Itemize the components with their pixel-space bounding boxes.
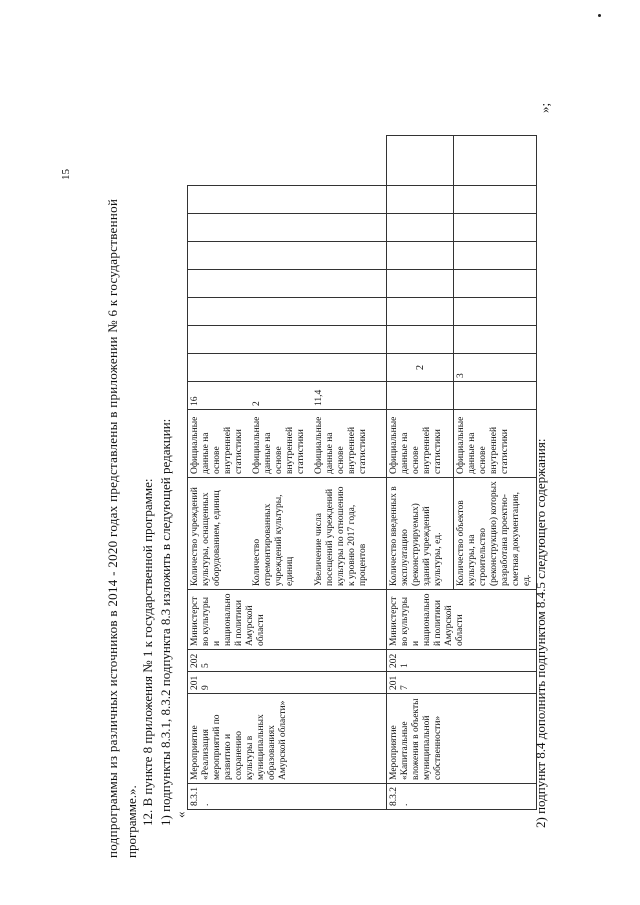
closing-quote: »; (537, 102, 552, 113)
indicator-name: Количество объектов культуры, на строительство (реконструкцию) которых разработана проектно-сметная документация, ед. (454, 478, 537, 590)
indicator-value: 2 (387, 354, 454, 382)
page-number: 15 (60, 169, 72, 180)
row-number: 8.3.1. (188, 784, 387, 810)
responsible-org: Министерство культуры и национальной политики Амурской области (387, 590, 537, 650)
empty-cell (188, 186, 387, 214)
indicator-value: 16 (188, 382, 251, 410)
indicator-name: Количество учреждений культуры, оснащенных оборудованием, единиц (188, 478, 251, 590)
indicator-name: Количество отремонтированных учреждений культуры, единиц (250, 478, 312, 590)
empty-cell (387, 214, 454, 242)
responsible-org: Министерство культуры и национальной политики Амурской области (188, 590, 387, 650)
indicator-source: Официальные данные на основе внутренней статистики (454, 410, 537, 478)
year-start: 2017 (387, 672, 537, 694)
indicator-value: 2 (250, 382, 312, 410)
program-table (187, 135, 537, 810)
empty-cell (454, 270, 537, 298)
empty-cell (188, 298, 387, 326)
indicator-source: Официальные данные на основе внутренней статистики (387, 410, 454, 478)
indicator-value: 11,4 (312, 382, 387, 410)
scan-speck (598, 14, 601, 17)
empty-cell (387, 242, 454, 270)
empty-cell (387, 186, 454, 214)
empty-cell (454, 242, 537, 270)
empty-cell (387, 326, 454, 354)
table-row (387, 136, 454, 810)
empty-cell (188, 270, 387, 298)
empty-cell (387, 298, 454, 326)
indicator-name: Количество введенных в эксплуатацию (реконструируемых) зданий учреждений культуры, ед. (387, 478, 454, 590)
empty-cell (188, 242, 387, 270)
indicator-name: Увеличение числа посещений учреждений культуры по отношению к уровню 2017 года, процентов (312, 478, 387, 590)
rotated-page-content (20, 38, 605, 858)
year-start: 2019 (188, 672, 387, 694)
indicator-source: Официальные данные на основе внутренней статистики (188, 410, 251, 478)
indicator-source: Официальные данные на основе внутренней статистики (250, 410, 312, 478)
empty-cell (454, 186, 537, 214)
empty-cell (387, 382, 454, 410)
paragraph-line: программе.». (124, 785, 139, 858)
empty-cell (454, 326, 537, 354)
measure-name: Мероприятие «Капитальные вложения в объекты муниципальной собственности» (387, 694, 537, 784)
paragraph-line: 1) подпункты 8.3.1, 8.3.2 подпункта 8.3 изложить в следующей редакции: (158, 418, 173, 826)
empty-cell (454, 298, 537, 326)
empty-cell (454, 214, 537, 242)
empty-cell (387, 136, 454, 186)
paragraph-line: 2) подпункт 8.4 дополнить подпунктом 8.4.5 следующего содержания: (533, 438, 548, 828)
empty-cell (188, 214, 387, 242)
empty-cell (387, 270, 454, 298)
paragraph-line: подпрограммы из различных источников в 2014 - 2020 годах представлены в приложении № 6 к государственной (105, 198, 120, 858)
year-end: 2021 (387, 650, 537, 672)
empty-cell (454, 382, 537, 410)
empty-cell (188, 354, 387, 382)
measure-name: Мероприятие «Реализация мероприятий по развитию и сохранению культуры в муниципальных образованиях Амурской области» (188, 694, 387, 784)
year-end: 2025 (188, 650, 387, 672)
empty-cell (188, 326, 387, 354)
indicator-value: 3 (454, 354, 537, 382)
paragraph-line: 12. В пункте 8 приложения № 1 к государственной программе: (140, 478, 155, 826)
open-quote: « (173, 811, 188, 818)
table-row (188, 136, 251, 810)
empty-cell (454, 136, 537, 186)
row-number: 8.3.2. (387, 784, 537, 810)
indicator-source: Официальные данные на основе внутренней статистики (312, 410, 387, 478)
